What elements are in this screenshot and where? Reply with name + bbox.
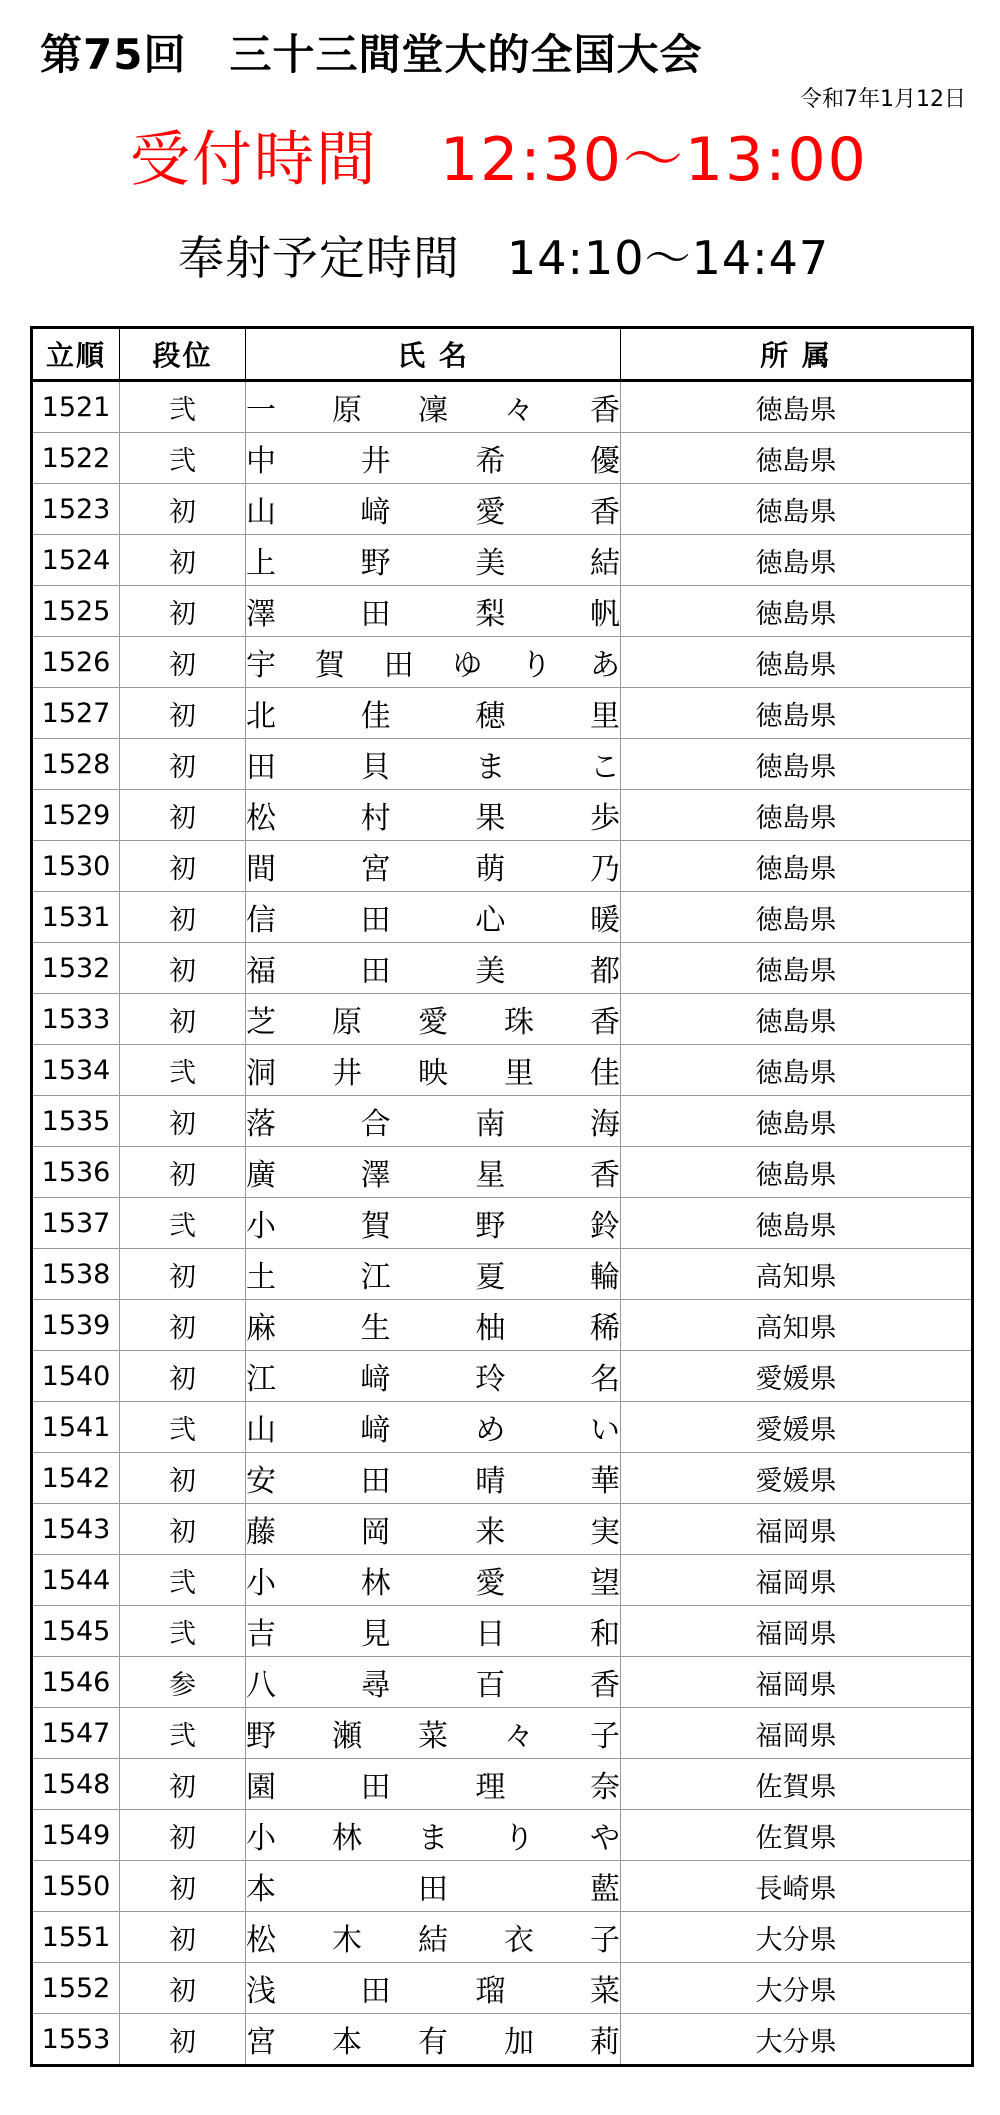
cell-name [246, 586, 621, 637]
table-row [32, 484, 973, 535]
table-row [32, 943, 973, 994]
cell-affiliation: 徳島県 [621, 1045, 973, 1096]
cell-affiliation: 徳島県 [621, 381, 973, 433]
roster-body [32, 381, 973, 2066]
cell-affiliation: 徳島県 [621, 841, 973, 892]
cell-order: 1547 [32, 1708, 120, 1759]
name-text: 北 佳 穂 里 [246, 699, 620, 734]
page-title: 第75回 三十三間堂大的全国大会 [40, 30, 703, 79]
cell-affiliation: 大分県 [621, 1963, 973, 2014]
cell-affiliation: 大分県 [621, 2014, 973, 2066]
cell-rank: 初 [120, 1504, 246, 1555]
cell-rank: 初 [120, 1810, 246, 1861]
cell-name [246, 1555, 621, 1606]
name-text: 園 田 理 奈 [246, 1770, 620, 1805]
table-row [32, 790, 973, 841]
table-row [32, 841, 973, 892]
cell-rank: 初 [120, 943, 246, 994]
cell-order: 1549 [32, 1810, 120, 1861]
name-text: 浅 田 瑠 菜 [246, 1974, 620, 2009]
cell-rank: 初 [120, 1300, 246, 1351]
table-row [32, 535, 973, 586]
cell-order: 1538 [32, 1249, 120, 1300]
cell-order: 1540 [32, 1351, 120, 1402]
table-row [32, 1096, 973, 1147]
cell-rank: 初 [120, 994, 246, 1045]
cell-order: 1524 [32, 535, 120, 586]
cell-name [246, 1810, 621, 1861]
cell-rank: 参 [120, 1657, 246, 1708]
cell-affiliation: 徳島県 [621, 739, 973, 790]
cell-affiliation: 福岡県 [621, 1657, 973, 1708]
name-text: 間 宮 萌 乃 [246, 852, 620, 887]
cell-affiliation: 福岡県 [621, 1708, 973, 1759]
cell-name [246, 1759, 621, 1810]
cell-affiliation: 徳島県 [621, 1096, 973, 1147]
name-text: 芝 原 愛 珠 香 [246, 1005, 620, 1040]
table-row [32, 994, 973, 1045]
cell-name [246, 994, 621, 1045]
name-text: 小 賀 野 鈴 [246, 1209, 620, 1244]
table-row [32, 1861, 973, 1912]
table-row [32, 1198, 973, 1249]
cell-order: 1548 [32, 1759, 120, 1810]
cell-affiliation: 長崎県 [621, 1861, 973, 1912]
name-text: 安 田 晴 華 [246, 1464, 620, 1499]
cell-rank: 弐 [120, 381, 246, 433]
event-date: 令和7年1月12日 [800, 87, 966, 112]
table-row [32, 1300, 973, 1351]
cell-name [246, 1249, 621, 1300]
name-text: 小 林 ま り や [246, 1821, 620, 1856]
name-text: 藤 岡 来 実 [246, 1515, 620, 1550]
cell-order: 1528 [32, 739, 120, 790]
cell-rank: 弐 [120, 1402, 246, 1453]
name-text: 田 貝 ま こ [246, 750, 620, 785]
table-row [32, 688, 973, 739]
table-row [32, 1606, 973, 1657]
cell-rank: 初 [120, 637, 246, 688]
cell-affiliation: 大分県 [621, 1912, 973, 1963]
cell-affiliation: 高知県 [621, 1249, 973, 1300]
cell-order: 1553 [32, 2014, 120, 2066]
cell-name [246, 381, 621, 433]
cell-order: 1526 [32, 637, 120, 688]
cell-affiliation: 徳島県 [621, 892, 973, 943]
table-row [32, 1045, 973, 1096]
cell-rank: 初 [120, 535, 246, 586]
table-row [32, 1249, 973, 1300]
name-text: 松 村 果 歩 [246, 801, 620, 836]
cell-order: 1521 [32, 381, 120, 433]
cell-rank: 初 [120, 739, 246, 790]
cell-rank: 初 [120, 1912, 246, 1963]
name-text: 澤 田 梨 帆 [246, 597, 620, 632]
cell-order: 1539 [32, 1300, 120, 1351]
table-header-row [32, 328, 973, 381]
roster-table [30, 326, 974, 2067]
cell-order: 1523 [32, 484, 120, 535]
shooting-time: 奉射予定時間 14:10～14:47 [178, 231, 830, 285]
cell-rank: 初 [120, 790, 246, 841]
cell-rank: 弐 [120, 1198, 246, 1249]
name-text: 落 合 南 海 [246, 1107, 620, 1142]
cell-affiliation: 福岡県 [621, 1504, 973, 1555]
reception-time: 受付時間 12:30～13:00 [130, 125, 868, 195]
cell-order: 1522 [32, 433, 120, 484]
name-text: 麻 生 柚 稀 [246, 1311, 620, 1346]
table-row [32, 892, 973, 943]
cell-affiliation: 福岡県 [621, 1555, 973, 1606]
table-row [32, 381, 973, 433]
cell-order: 1531 [32, 892, 120, 943]
table-row [32, 1708, 973, 1759]
cell-affiliation: 徳島県 [621, 688, 973, 739]
cell-affiliation: 福岡県 [621, 1606, 973, 1657]
table-row [32, 1453, 973, 1504]
cell-rank: 弐 [120, 433, 246, 484]
name-text: 洞 井 映 里 佳 [246, 1056, 620, 1091]
cell-order: 1534 [32, 1045, 120, 1096]
name-text: 一 原 凜 々 香 [246, 393, 620, 428]
cell-name [246, 892, 621, 943]
cell-rank: 弐 [120, 1555, 246, 1606]
table-row [32, 1657, 973, 1708]
name-text: 廣 澤 星 香 [246, 1158, 620, 1193]
header-name: 氏 名 [246, 328, 621, 381]
cell-order: 1535 [32, 1096, 120, 1147]
cell-name [246, 739, 621, 790]
table-row [32, 1810, 973, 1861]
cell-affiliation: 徳島県 [621, 586, 973, 637]
cell-name [246, 790, 621, 841]
table-row [32, 739, 973, 790]
cell-rank: 初 [120, 1147, 246, 1198]
cell-rank: 初 [120, 1096, 246, 1147]
cell-name [246, 1300, 621, 1351]
table-row [32, 433, 973, 484]
table-row [32, 1963, 973, 2014]
cell-affiliation: 徳島県 [621, 433, 973, 484]
cell-rank: 初 [120, 1759, 246, 1810]
cell-rank: 初 [120, 688, 246, 739]
name-text: 上 野 美 結 [246, 546, 620, 581]
cell-affiliation: 愛媛県 [621, 1402, 973, 1453]
cell-name [246, 1912, 621, 1963]
cell-name [246, 637, 621, 688]
table-row [32, 1759, 973, 1810]
name-text: 山 﨑 め い [246, 1413, 620, 1448]
name-text: 宇 賀 田 ゆ り あ [246, 648, 620, 683]
name-text: 山 﨑 愛 香 [246, 495, 620, 530]
cell-affiliation: 徳島県 [621, 535, 973, 586]
cell-name [246, 943, 621, 994]
cell-affiliation: 徳島県 [621, 943, 973, 994]
cell-rank: 初 [120, 841, 246, 892]
cell-name [246, 1096, 621, 1147]
cell-order: 1544 [32, 1555, 120, 1606]
cell-rank: 初 [120, 1861, 246, 1912]
header-order: 立順 [32, 328, 120, 381]
cell-name [246, 1963, 621, 2014]
cell-rank: 初 [120, 892, 246, 943]
cell-name [246, 841, 621, 892]
table-row [32, 1147, 973, 1198]
name-text: 信 田 心 暖 [246, 903, 620, 938]
cell-order: 1552 [32, 1963, 120, 2014]
cell-name [246, 433, 621, 484]
name-text: 小 林 愛 望 [246, 1566, 620, 1601]
name-text: 松 木 結 衣 子 [246, 1923, 620, 1958]
cell-name [246, 535, 621, 586]
name-text: 吉 見 日 和 [246, 1617, 620, 1652]
cell-name [246, 1351, 621, 1402]
cell-order: 1542 [32, 1453, 120, 1504]
cell-name [246, 1861, 621, 1912]
name-text: 土 江 夏 輪 [246, 1260, 620, 1295]
table-row [32, 637, 973, 688]
table-row [32, 1402, 973, 1453]
cell-name [246, 1606, 621, 1657]
cell-affiliation: 徳島県 [621, 1198, 973, 1249]
name-text: 宮 本 有 加 莉 [246, 2025, 620, 2060]
table-row [32, 1555, 973, 1606]
header-rank: 段位 [120, 328, 246, 381]
cell-order: 1546 [32, 1657, 120, 1708]
name-text: 福 田 美 都 [246, 954, 620, 989]
cell-name [246, 1657, 621, 1708]
header-affiliation: 所 属 [621, 328, 973, 381]
cell-order: 1551 [32, 1912, 120, 1963]
cell-affiliation: 佐賀県 [621, 1759, 973, 1810]
cell-name [246, 1198, 621, 1249]
name-text: 本 田 藍 [246, 1872, 620, 1907]
cell-order: 1532 [32, 943, 120, 994]
cell-rank: 初 [120, 1249, 246, 1300]
cell-rank: 弐 [120, 1045, 246, 1096]
name-text: 八 尋 百 香 [246, 1668, 620, 1703]
name-text: 中 井 希 優 [246, 444, 620, 479]
cell-affiliation: 徳島県 [621, 790, 973, 841]
cell-order: 1545 [32, 1606, 120, 1657]
name-text: 野 瀬 菜 々 子 [246, 1719, 620, 1754]
table-row [32, 2014, 973, 2066]
cell-order: 1543 [32, 1504, 120, 1555]
cell-affiliation: 愛媛県 [621, 1453, 973, 1504]
table-row [32, 1912, 973, 1963]
cell-order: 1536 [32, 1147, 120, 1198]
cell-order: 1527 [32, 688, 120, 739]
name-text: 江 﨑 玲 名 [246, 1362, 620, 1397]
cell-name [246, 1402, 621, 1453]
cell-rank: 弐 [120, 1606, 246, 1657]
cell-order: 1533 [32, 994, 120, 1045]
cell-name [246, 688, 621, 739]
table-row [32, 1504, 973, 1555]
cell-rank: 初 [120, 1351, 246, 1402]
cell-affiliation: 徳島県 [621, 1147, 973, 1198]
cell-affiliation: 愛媛県 [621, 1351, 973, 1402]
cell-name [246, 1045, 621, 1096]
cell-affiliation: 高知県 [621, 1300, 973, 1351]
cell-name [246, 1504, 621, 1555]
table-row [32, 1351, 973, 1402]
cell-rank: 弐 [120, 1708, 246, 1759]
cell-name [246, 2014, 621, 2066]
cell-name [246, 1453, 621, 1504]
cell-affiliation: 徳島県 [621, 637, 973, 688]
cell-name [246, 1708, 621, 1759]
cell-rank: 初 [120, 484, 246, 535]
cell-affiliation: 佐賀県 [621, 1810, 973, 1861]
cell-name [246, 1147, 621, 1198]
cell-name [246, 484, 621, 535]
cell-rank: 初 [120, 2014, 246, 2066]
cell-order: 1525 [32, 586, 120, 637]
cell-order: 1541 [32, 1402, 120, 1453]
cell-affiliation: 徳島県 [621, 994, 973, 1045]
cell-rank: 初 [120, 1963, 246, 2014]
cell-order: 1550 [32, 1861, 120, 1912]
cell-order: 1530 [32, 841, 120, 892]
cell-order: 1529 [32, 790, 120, 841]
cell-order: 1537 [32, 1198, 120, 1249]
cell-rank: 初 [120, 1453, 246, 1504]
cell-rank: 初 [120, 586, 246, 637]
cell-affiliation: 徳島県 [621, 484, 973, 535]
table-row [32, 586, 973, 637]
